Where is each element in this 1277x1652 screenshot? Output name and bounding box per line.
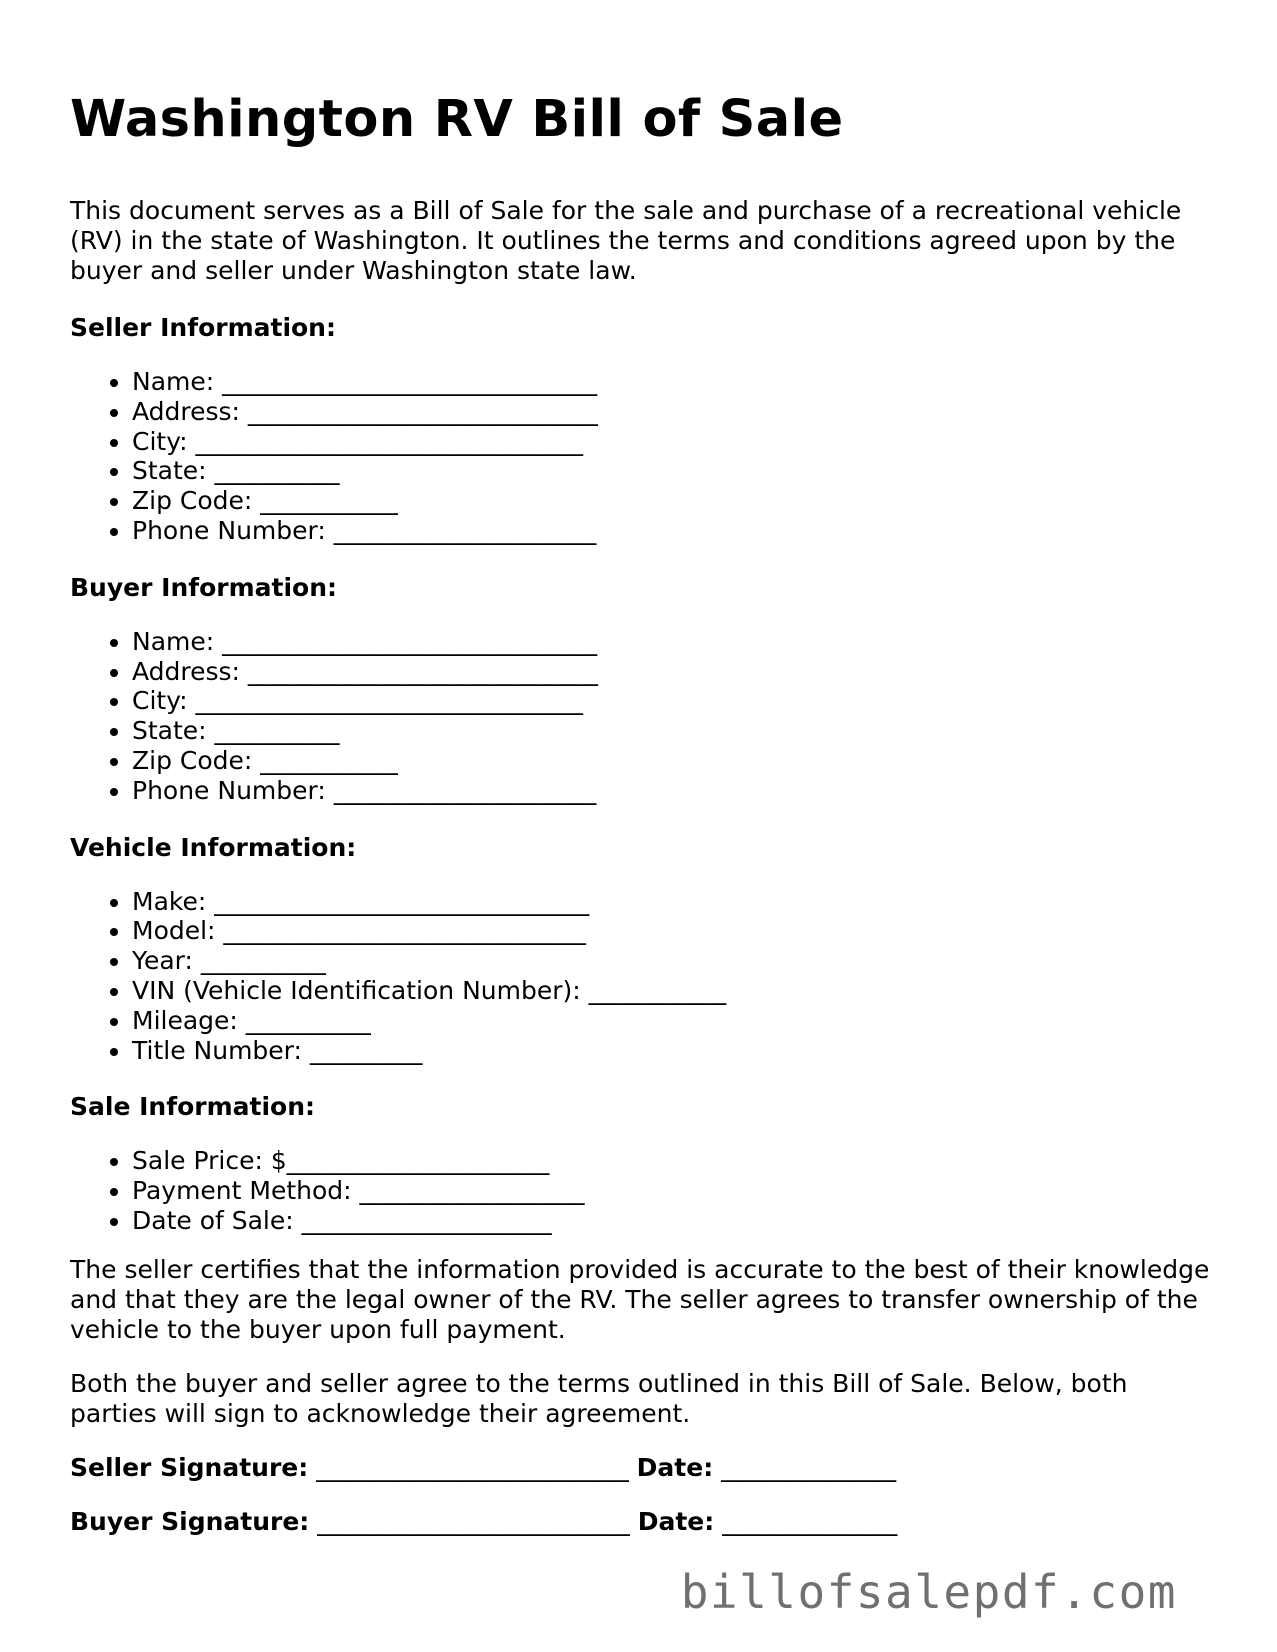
watermark-text: billofsalepdf.com xyxy=(680,1565,1177,1619)
seller-signature-row xyxy=(70,1453,1210,1483)
sale-list xyxy=(70,1146,1210,1235)
seller-state-field: • State: __________ xyxy=(132,456,1210,486)
buyer-signature-row xyxy=(70,1507,1210,1537)
seller-address-field: • Address: ____________________________ xyxy=(132,397,1210,427)
seller-name-field: • Name: ______________________________ xyxy=(132,367,1210,397)
sale-heading: Sale Information: xyxy=(70,1092,315,1122)
buyer-state-field: • State: __________ xyxy=(132,716,1210,746)
seller-list xyxy=(70,367,1210,546)
certification-paragraph: The seller certifies that the information provided is accurate to the best of their knowledge and that they are the legal owner of the RV. The seller agrees to transfer ownership of the vehicle to the buyer upon full payment. xyxy=(70,1254,1210,1344)
seller-signature-label: Seller Signature: xyxy=(70,1452,309,1482)
buyer-zip-field: • Zip Code: ___________ xyxy=(132,746,1210,776)
vehicle-model-field: • Model: _____________________________ xyxy=(132,916,1210,946)
seller-heading: Seller Information: xyxy=(70,313,336,342)
buyer-name-field: • Name: ______________________________ xyxy=(132,627,1210,657)
buyer-signature-label: Buyer Signature: xyxy=(70,1506,310,1536)
sale-price-field: • Sale Price: $_____________________ xyxy=(132,1146,1210,1176)
date-of-sale-field: • Date of Sale: ____________________ xyxy=(132,1206,1210,1236)
payment-method-field: • Payment Method: __________________ xyxy=(132,1176,1210,1206)
vehicle-title-number-field: • Title Number: _________ xyxy=(132,1036,1210,1066)
buyer-phone-field: • Phone Number: _____________________ xyxy=(132,776,1210,806)
agreement-paragraph: Both the buyer and seller agree to the terms outlined in this Bill of Sale. Below, both parties will sign to acknowledge their agreement. xyxy=(70,1368,1128,1428)
buyer-address-field: • Address: ____________________________ xyxy=(132,657,1210,687)
vehicle-heading: Vehicle Information: xyxy=(70,832,357,862)
seller-signature-line: _________________________ xyxy=(316,1452,629,1482)
seller-zip-field: • Zip Code: ___________ xyxy=(132,486,1210,516)
vehicle-list xyxy=(70,887,1210,1066)
vehicle-make-field: • Make: ______________________________ xyxy=(132,887,1210,917)
vehicle-year-field: • Year: __________ xyxy=(132,946,1210,976)
buyer-date-label: Date: xyxy=(637,1506,715,1536)
seller-date-label: Date: xyxy=(636,1452,714,1482)
buyer-city-field: • City: _______________________________ xyxy=(132,686,1210,716)
seller-date-line: ______________ xyxy=(721,1452,897,1482)
vehicle-vin-field: • VIN (Vehicle Identification Number): ___________ xyxy=(132,976,1210,1006)
seller-phone-field: • Phone Number: _____________________ xyxy=(132,516,1210,546)
document-page xyxy=(70,84,1210,1561)
seller-city-field: • City: _______________________________ xyxy=(132,427,1210,457)
buyer-signature-line: _________________________ xyxy=(317,1506,630,1536)
intro-paragraph: This document serves as a Bill of Sale for the sale and purchase of a recreational vehicle (RV) in the state of Washington. It outlines the terms and conditions agreed upon by the buyer and seller under Washington state law. xyxy=(70,196,1182,285)
buyer-heading: Buyer Information: xyxy=(70,572,338,602)
document-title: Washington RV Bill of Sale xyxy=(70,90,844,149)
buyer-list xyxy=(70,627,1210,806)
buyer-date-line: ______________ xyxy=(722,1506,898,1536)
vehicle-mileage-field: • Mileage: __________ xyxy=(132,1006,1210,1036)
